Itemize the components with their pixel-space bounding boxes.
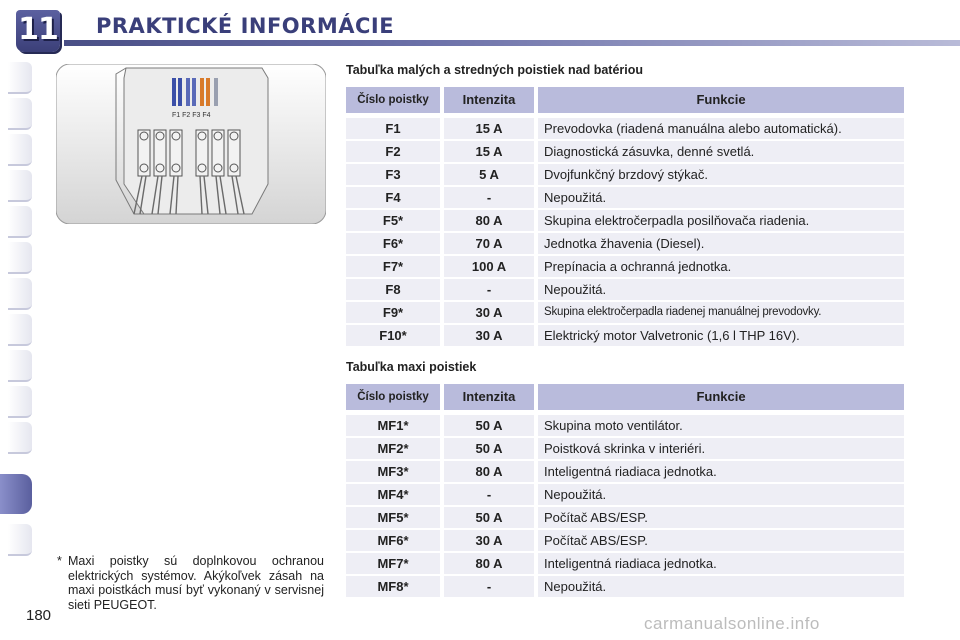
footnote-text: Maxi poistky sú doplnkovou ochranou elektrických systémov. Akýkoľvek zásah na maxi poistkách musí byť vykonaný v servisnej sieti PEUGEOT.	[68, 554, 324, 612]
chapter-tab[interactable]	[8, 62, 32, 94]
table-maxi-title: Tabuľka maxi poistiek	[346, 360, 477, 374]
page-title: PRAKTICKÉ INFORMÁCIE	[96, 14, 395, 38]
cell-number: F6*	[346, 233, 440, 254]
table-row	[346, 484, 904, 507]
header-current: Intenzita	[444, 384, 534, 410]
cell-current: 80 A	[444, 553, 534, 574]
table-row	[346, 141, 904, 164]
cell-current: 15 A	[444, 141, 534, 162]
chapter-tab[interactable]	[8, 170, 32, 202]
cell-function: Inteligentná riadiaca jednotka.	[538, 553, 904, 574]
fuse-labels: F1 F2 F3 F4	[172, 112, 211, 119]
cell-function: Skupina moto ventilátor.	[538, 415, 904, 436]
cell-number: F5*	[346, 210, 440, 231]
chapter-number: 11	[18, 12, 58, 47]
cell-number: F9*	[346, 302, 440, 323]
header-function: Funkcie	[538, 384, 904, 410]
chapter-tab[interactable]	[8, 386, 32, 418]
cell-function: Jednotka žhavenia (Diesel).	[538, 233, 904, 254]
cell-number: MF1*	[346, 415, 440, 436]
chapter-tab[interactable]	[8, 524, 32, 556]
cell-function: Nepoužitá.	[538, 484, 904, 505]
table-body	[346, 118, 904, 348]
cell-current: 5 A	[444, 164, 534, 185]
table-row	[346, 530, 904, 553]
cell-function: Nepoužitá.	[538, 576, 904, 597]
cell-current: 30 A	[444, 302, 534, 323]
table-row	[346, 576, 904, 599]
cell-number: F2	[346, 141, 440, 162]
table-row	[346, 325, 904, 348]
fuse-table-small	[346, 87, 904, 348]
header-current: Intenzita	[444, 87, 534, 113]
header-rule	[64, 40, 960, 46]
chapter-tab[interactable]	[8, 206, 32, 238]
cell-function: Diagnostická zásuvka, denné svetlá.	[538, 141, 904, 162]
chapter-tabs	[0, 62, 32, 574]
cell-current: 80 A	[444, 461, 534, 482]
footnote-marker: *	[57, 554, 62, 568]
chapter-tab[interactable]	[8, 278, 32, 310]
table-row	[346, 164, 904, 187]
table-row	[346, 438, 904, 461]
cell-function: Nepoužitá.	[538, 279, 904, 300]
table-row	[346, 461, 904, 484]
cell-function: Dvojfunkčný brzdový stýkač.	[538, 164, 904, 185]
table-row	[346, 279, 904, 302]
chapter-tab-active[interactable]	[0, 474, 32, 514]
cell-current: 50 A	[444, 438, 534, 459]
cell-current: 70 A	[444, 233, 534, 254]
cell-current: -	[444, 279, 534, 300]
chapter-tab[interactable]	[8, 314, 32, 346]
table-header-row	[346, 384, 904, 410]
table-row	[346, 210, 904, 233]
header-number: Číslo poistky	[346, 384, 440, 410]
cell-number: MF6*	[346, 530, 440, 551]
cell-number: MF4*	[346, 484, 440, 505]
cell-function: Elektrický motor Valvetronic (1,6 l THP 16V).	[538, 325, 904, 346]
table-small-title: Tabuľka malých a stredných poistiek nad batériou	[346, 63, 644, 77]
cell-number: F4	[346, 187, 440, 208]
chapter-tab[interactable]	[8, 422, 32, 454]
cell-number: F1	[346, 118, 440, 139]
cell-current: 50 A	[444, 415, 534, 436]
cell-function: Počítač ABS/ESP.	[538, 530, 904, 551]
cell-number: F7*	[346, 256, 440, 277]
cell-number: MF5*	[346, 507, 440, 528]
cell-current: 80 A	[444, 210, 534, 231]
cell-function: Počítač ABS/ESP.	[538, 507, 904, 528]
chapter-tab[interactable]	[8, 350, 32, 382]
cell-function: Skupina elektročerpadla posilňovača riadenia.	[538, 210, 904, 231]
cell-current: 50 A	[444, 507, 534, 528]
chapter-tab[interactable]	[8, 242, 32, 274]
cell-number: MF8*	[346, 576, 440, 597]
cell-current: 100 A	[444, 256, 534, 277]
page-number: 180	[26, 607, 52, 624]
table-row	[346, 415, 904, 438]
cell-number: F8	[346, 279, 440, 300]
cell-function: Inteligentná riadiaca jednotka.	[538, 461, 904, 482]
cell-current: 30 A	[444, 325, 534, 346]
header-number: Číslo poistky	[346, 87, 440, 113]
table-body	[346, 415, 904, 599]
cell-number: MF3*	[346, 461, 440, 482]
table-row	[346, 187, 904, 210]
cell-current: -	[444, 576, 534, 597]
table-row	[346, 256, 904, 279]
cell-function: Prepínacia a ochranná jednotka.	[538, 256, 904, 277]
table-row	[346, 507, 904, 530]
cell-function: Prevodovka (riadená manuálna alebo automatická).	[538, 118, 904, 139]
chapter-tab[interactable]	[8, 134, 32, 166]
table-row	[346, 553, 904, 576]
cell-number: F10*	[346, 325, 440, 346]
watermark: carmanualsonline.info	[644, 614, 820, 633]
cell-function: Skupina elektročerpadla riadenej manuálnej prevodovky.	[538, 302, 904, 323]
cell-number: MF2*	[346, 438, 440, 459]
cell-number: F3	[346, 164, 440, 185]
cell-function: Poistková skrinka v interiéri.	[538, 438, 904, 459]
cell-current: -	[444, 187, 534, 208]
chapter-tab[interactable]	[8, 98, 32, 130]
fuse-table-maxi	[346, 384, 904, 599]
cell-current: 15 A	[444, 118, 534, 139]
table-row	[346, 118, 904, 141]
table-row	[346, 233, 904, 256]
table-header-row	[346, 87, 904, 113]
table-row	[346, 302, 904, 325]
fuse-box-diagram	[56, 64, 326, 224]
cell-function: Nepoužitá.	[538, 187, 904, 208]
cell-number: MF7*	[346, 553, 440, 574]
cell-current: -	[444, 484, 534, 505]
header-function: Funkcie	[538, 87, 904, 113]
cell-current: 30 A	[444, 530, 534, 551]
